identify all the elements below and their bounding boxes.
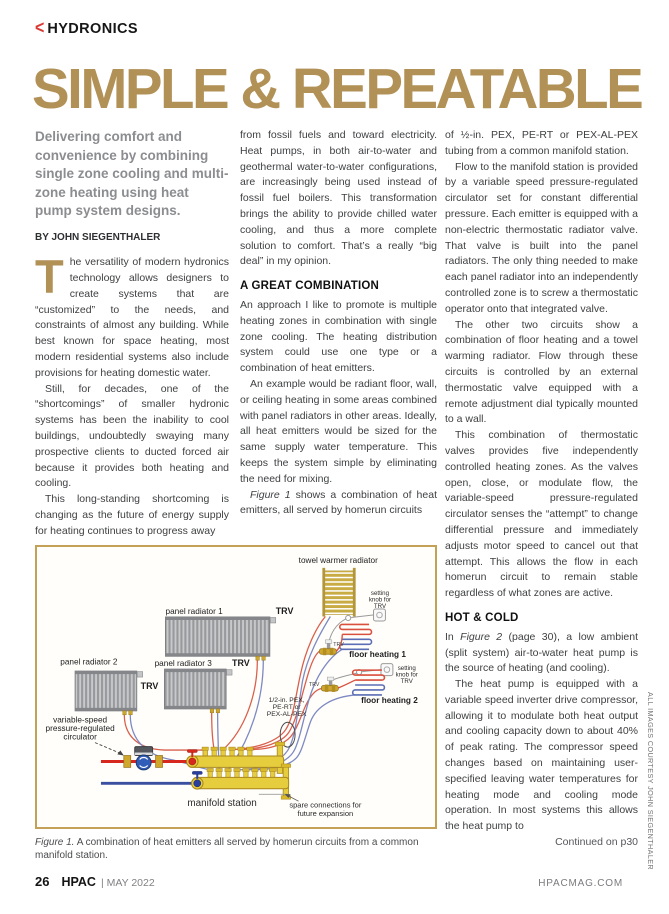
page-number: 26 [35,874,50,889]
magazine-website: HPACMAG.COM [538,878,623,889]
figure-1-caption: Figure 1. A combination of heat emitters all served by homerun circuits from a common manifold station. [35,837,419,861]
floor-heating-1-coil [340,624,372,649]
hydronic-system-diagram [37,547,435,827]
article-column-1 [35,128,229,542]
svg-text:future expansion: future expansion [297,809,354,819]
towel-warmer-label: towel warmer radiator [298,555,378,565]
article-deck: Delivering comfort and convenience by combining single zone cooling and multi-zone heating using heat pump system designs. [35,129,229,218]
section-kicker [35,20,138,38]
panel-radiator-3 [165,669,233,713]
magazine-brand: HPAC [61,875,96,889]
subhead-great-combination: A GREAT COMBINATION [240,280,380,293]
paragraph: Still, for decades, one of the “shortcomings” of smaller hydronic systems has been the inability to cool buildings, undoubtedly swaying many prospective clients to ducted forced air because it provides both heating and cooling. [35,382,229,490]
panel-radiator-2-label: panel radiator 2 [60,657,118,667]
back-chevron-icon: < [35,18,45,39]
setting-knob-2-label: setting [397,665,416,673]
paragraph: In Figure 2 (page 30), a low ambient (split system) air-to-water heat pump is the source of heating (and cooling). [445,630,638,675]
trv-label-3: TRV [232,658,250,669]
figure-1-frame [35,545,437,829]
paragraph: from fossil fuels and toward electricity. Heat pumps, in both air-to-water and geothermal water-to-water configurations, are increasingly being used instead of fossil fuel boilers. This transformation brings the ability to provide chilled water cooling, and thus a more complete solution to comfort. That’s a really “big deal” in my opinion. [240,129,437,268]
panel-radiator-1-label: panel radiator 1 [165,607,223,617]
article-byline: BY JOHN SIEGENTHALER [35,231,161,243]
pex-tubing-label: 1/2-in. PEX, [268,696,305,704]
panel-radiator-2 [75,671,143,715]
article-column-2 [240,128,437,540]
svg-text:TRV: TRV [400,678,413,686]
paragraph: Flow to the manifold station is provided by a variable speed pressure-regulated circulator set for constant differential pressure. Each emitter is equipped with a non-electric thermostatic radiator valve. That valve is built into the panel radiators. The only thing needed to make each panel radiator into an independently controlled zone is to screw a thermostatic operator onto that integrated valve. [445,160,638,315]
towel-warmer-radiator [322,568,355,617]
footer-left [35,874,155,889]
floor-heating-1-label: floor heating 1 [349,650,406,660]
trv-label-1: TRV [275,606,294,617]
paragraph: of ½-in. PEX, PE-RT or PEX-AL-PEX tubing from a common manifold station. [445,129,638,157]
paragraph: This combination of thermostatic valves provides five independently controlled heating zones. As the valves open, close, or modulate flow, the variable-speed pressure-regulated circulator senses the “attempt” to change differential pressure and immediately adjusts motor speed to cancel out that attempt. This allows the flow in each homerun circuit to remain stable regardless of what zones are active. [445,429,638,600]
image-credit: ALL IMAGES COURTESY JOHN SIEGENTHALER [646,692,655,871]
svg-text:PEX-AL-PEX: PEX-AL-PEX [266,710,307,718]
svg-text:PE-RT or: PE-RT or [272,703,301,711]
page-title: SIMPLE & REPEATABLE [32,57,642,121]
trv-label-2: TRV [140,680,159,691]
subhead-hot-and-cold: HOT & COLD [445,611,519,624]
svg-text:knob for: knob for [395,671,418,679]
paragraph: An approach I like to promote is multiple heating zones in combination with single zone cooling. The heating distribution system could use one type or a combination of heat emitters. [240,298,437,375]
paragraph: The versatility of modern hydronics technology allows designers to create systems that are “customized” to the needs, and constraints of almost any building. While best known for space heating, most modern residential systems also include provisions for heating domestic water. [35,250,229,379]
paragraph: The other two circuits show a combination of floor heating and a towel warming radiator. Flow through these circuits is controlled by an external thermostatic valve equipped with a remote adjustment dial typically mounted to a wall. [445,318,638,426]
trv-valve-2-label: TRV [308,682,320,689]
paragraph: The heat pump is equipped with a variable speed inverter drive compressor, allowing it to modulate both heat output and cooling capacity down to about 40% of peak rating. The compressor speed changes based on maintaining user-specified leaving water temperatures for heating mode and cooling mode operation. In most systems this allows the heat pump to [445,678,638,833]
floor-heating-2-label: floor heating 2 [361,695,418,705]
trv-valve-2 [321,677,355,692]
section-label: HYDRONICS [47,21,138,37]
panel-radiator-1 [166,617,276,660]
paragraph: This long-standing shortcoming is changing as the future of energy supply for heating continues to progress away [35,493,229,537]
svg-text:circulator: circulator [63,732,97,742]
svg-text:TRV: TRV [373,603,387,611]
circulator-label: variable-speed [53,715,108,725]
continued-note: Continued on p30 [555,836,638,849]
figure-caption-lead: Figure 1. [35,837,75,848]
trv-valve-1-label: TRV [333,641,344,648]
circulator-pointer-arrow [95,743,124,756]
article-column-3 [445,128,638,870]
spare-connections-label: spare connections for [289,800,362,810]
issue-date: | MAY 2022 [100,877,155,889]
panel-radiator-3-label: panel radiator 3 [154,659,212,669]
setting-knob-1-label: setting [370,590,390,598]
svg-text:knob for: knob for [368,596,392,604]
paragraph: An example would be radiant floor, wall, or ceiling heating in some areas combined with panel radiators in other areas. Ideally, all heat emitters would be sized for the same supply water temperature. This keeps the system simple by eliminating the need for mixing. [240,377,437,485]
paragraph: Figure 1 shows a combination of heat emitters, all served by homerun circuits [240,488,437,517]
svg-text:pressure-regulated: pressure-regulated [45,724,115,734]
manifold-station-label: manifold station [187,798,257,810]
drop-cap: T [35,250,64,304]
